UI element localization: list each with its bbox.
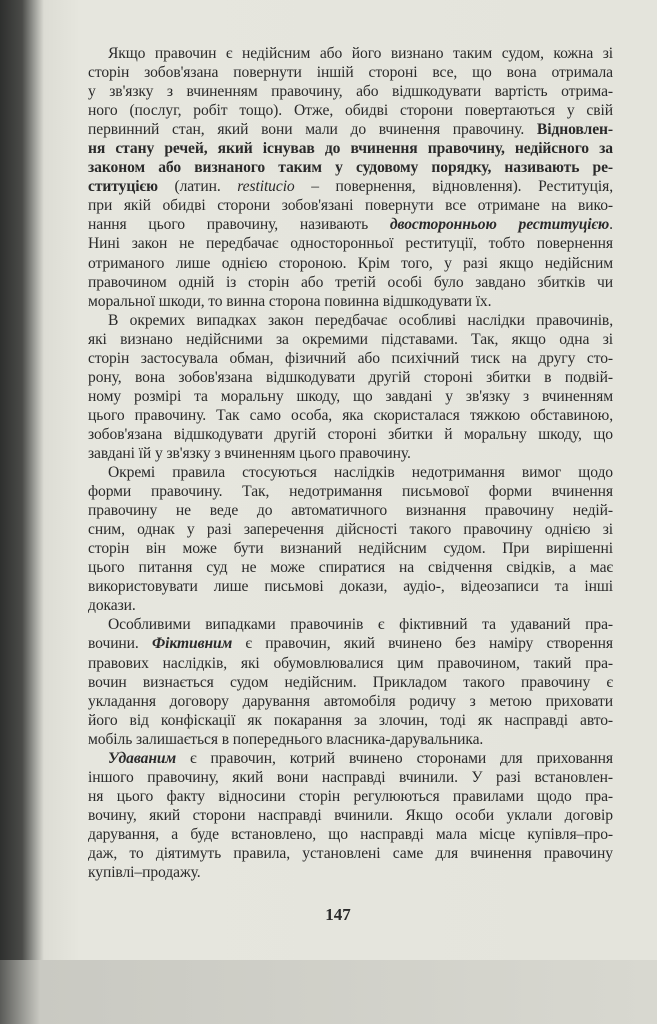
text-segment: вочин визнається судом недійсним. Прикладом такого правочину є <box>88 673 613 691</box>
text-segment: дарування, а буде встановлено, що насправді мала місце купівля–про- <box>88 825 613 843</box>
text-segment: даж, то діятимуть правила, установлені саме для вчинення правочину <box>88 844 613 862</box>
bold-text: законом або визнаного таким у судовому порядку, називають ре- <box>88 159 613 177</box>
text-line <box>88 654 613 673</box>
text-segment: сторін він може бути визнаний недійсним судом. При вирішенні <box>88 540 613 558</box>
text-line <box>88 44 613 63</box>
text-line <box>88 577 613 596</box>
text-segment: цього правочину. Так само особа, яка скористалася тяжкою обставиною, <box>88 406 613 424</box>
text-line <box>88 863 613 882</box>
page-number: 147 <box>325 905 351 924</box>
text-line <box>88 139 613 158</box>
text-line <box>88 596 613 615</box>
paragraph <box>88 463 613 615</box>
text-line <box>88 749 613 768</box>
text-segment: при якій обидві сторони зобов'язані повернути все отримане на вико- <box>88 197 613 215</box>
text-line <box>88 806 613 825</box>
text-line <box>88 425 613 444</box>
bold-italic-term: Удаваним <box>108 749 177 767</box>
text-segment: правочину не веде до автоматичного визнання правочину недій- <box>88 502 613 520</box>
text-line <box>88 463 613 482</box>
text-line <box>88 825 613 844</box>
text-segment: В окремих випадках закон передбачає особливі наслідки правочинів, <box>108 311 613 329</box>
text-line <box>88 692 613 711</box>
text-segment: зобов'язана відшкодувати другій стороні збитки й моральну шкоду, що <box>88 425 613 443</box>
text-line <box>88 539 613 558</box>
text-segment: первинний стан, який вони мали до вчинення правочину. <box>88 121 537 139</box>
text-line <box>88 730 613 749</box>
text-segment: – повернення, відновлення). Реституція, <box>294 178 613 196</box>
text-segment: ному розмірі та моральну шкоду, що завдані у зв'язку з вчиненням <box>88 387 613 405</box>
text-segment: Якщо правочин є недійсним або його визнано таким судом, кожна зі <box>108 45 613 62</box>
text-segment: сним, однак у разі заперечення дійсності такого правочину однією зі <box>88 521 613 539</box>
text-segment: є правочин, який вчинено без наміру створення <box>232 635 613 653</box>
paragraph <box>88 44 613 311</box>
text-segment: . <box>609 216 613 234</box>
text-segment: форми правочину. Так, недотримання письмової форми вчинення <box>88 483 613 501</box>
bold-text: Відновлен- <box>536 121 613 139</box>
text-line <box>88 501 613 520</box>
text-segment: є правочин, котрий вчинено сторонами для приховання <box>176 749 613 767</box>
text-segment: Нині закон не передбачає односторонньої реституції, тобто повернення <box>88 235 613 253</box>
bold-text: ституцією <box>88 178 158 196</box>
text-segment: отриманого лише однією стороною. Крім того, у разі якщо недійсним <box>88 254 613 272</box>
text-line <box>88 101 613 120</box>
text-segment: ного (послуг, робіт тощо). Отже, обидві сторони повертаються у свій <box>88 102 613 120</box>
text-line <box>88 615 613 634</box>
text-segment: Особливими випадками правочинів є фіктивний та удаваний пра- <box>108 616 613 634</box>
text-line <box>88 349 613 368</box>
text-segment: рону, вона зобов'язана відшкодувати другій стороні збитки в подвій- <box>88 368 613 386</box>
paragraph <box>88 311 613 463</box>
text-line <box>88 444 613 463</box>
text-line <box>88 273 613 292</box>
text-line <box>88 482 613 501</box>
page-body-text <box>88 44 613 882</box>
text-line <box>88 254 613 273</box>
text-line <box>88 368 613 387</box>
text-segment: у зв'язку з вчиненням правочину, або відшкодувати вартість отрима- <box>88 83 613 101</box>
text-segment: моральної шкоди, то винна сторона повинна відшкодувати їх. <box>88 292 492 310</box>
text-line <box>88 158 613 177</box>
text-segment: іншого правочину, який вони насправді вчинили. У разі встановлен- <box>88 768 613 786</box>
text-line <box>88 330 613 349</box>
bold-text: ня стану речей, який існував до вчинення правочину, недійсного за <box>88 140 613 158</box>
paragraph <box>88 615 613 748</box>
text-line <box>88 768 613 787</box>
text-segment: нання цього правочину, називають <box>88 216 390 234</box>
text-segment: ня цього факту відносини сторін регулюються правилами щодо пра- <box>88 787 613 805</box>
text-line <box>88 82 613 101</box>
text-line <box>88 234 613 253</box>
text-segment: правочином одній із сторін або третій особі було завдано збитків чи <box>88 273 613 291</box>
text-line <box>88 120 613 139</box>
text-segment: правових наслідків, які обумовлювалися цим правочином, такий пра- <box>88 654 613 672</box>
text-line <box>88 196 613 215</box>
text-line <box>88 711 613 730</box>
text-segment: мобіль залишається в попереднього власника-дарувальника. <box>88 730 484 748</box>
text-segment: вочину, який сторони насправді вчинили. Якщо особи уклали договір <box>88 806 613 824</box>
text-segment: використовувати лише письмові докази, аудіо-, відеозаписи та інші <box>88 578 613 596</box>
text-segment: які визнано недійсними за окремими підставами. Так, якщо одна зі <box>88 330 613 348</box>
text-line <box>88 520 613 539</box>
text-segment: укладання договору дарування автомобіля родичу з метою приховати <box>88 692 613 710</box>
bold-italic-term: Фіктивним <box>152 635 233 653</box>
text-line <box>88 673 613 692</box>
text-line <box>88 844 613 863</box>
text-segment: вочини. <box>88 635 152 653</box>
italic-text: restitucio <box>237 178 295 196</box>
text-segment: (латин. <box>157 178 238 196</box>
text-segment: сторін зобов'язана повернути іншій стороні все, що вона отримала <box>88 64 613 82</box>
text-segment: купівлі–продажу. <box>88 864 201 882</box>
text-segment: його від конфіскації як покарання за злочин, тоді як насправді авто- <box>88 711 613 729</box>
text-line <box>88 787 613 806</box>
paragraph <box>88 749 613 882</box>
text-segment: завдані їй у зв'язку з вчиненням цього правочину. <box>88 444 411 462</box>
text-line <box>88 292 613 311</box>
text-segment: докази. <box>88 597 136 615</box>
text-line <box>88 634 613 653</box>
text-segment: цього питання суд не може спиратися на свідчення свідків, а має <box>88 559 613 577</box>
text-segment: сторін застосувала обман, фізичний або психічний тиск на другу сто- <box>88 349 613 367</box>
text-line <box>88 63 613 82</box>
text-line <box>88 215 613 234</box>
text-line <box>88 558 613 577</box>
text-line <box>88 387 613 406</box>
text-line <box>88 406 613 425</box>
text-segment: Окремі правила стосуються наслідків недотримання вимог щодо <box>108 464 613 482</box>
bold-italic-term: двосторонньою реституцією <box>389 216 610 234</box>
text-line <box>88 177 613 196</box>
text-line <box>88 311 613 330</box>
page-bottom-margin <box>0 960 657 1024</box>
